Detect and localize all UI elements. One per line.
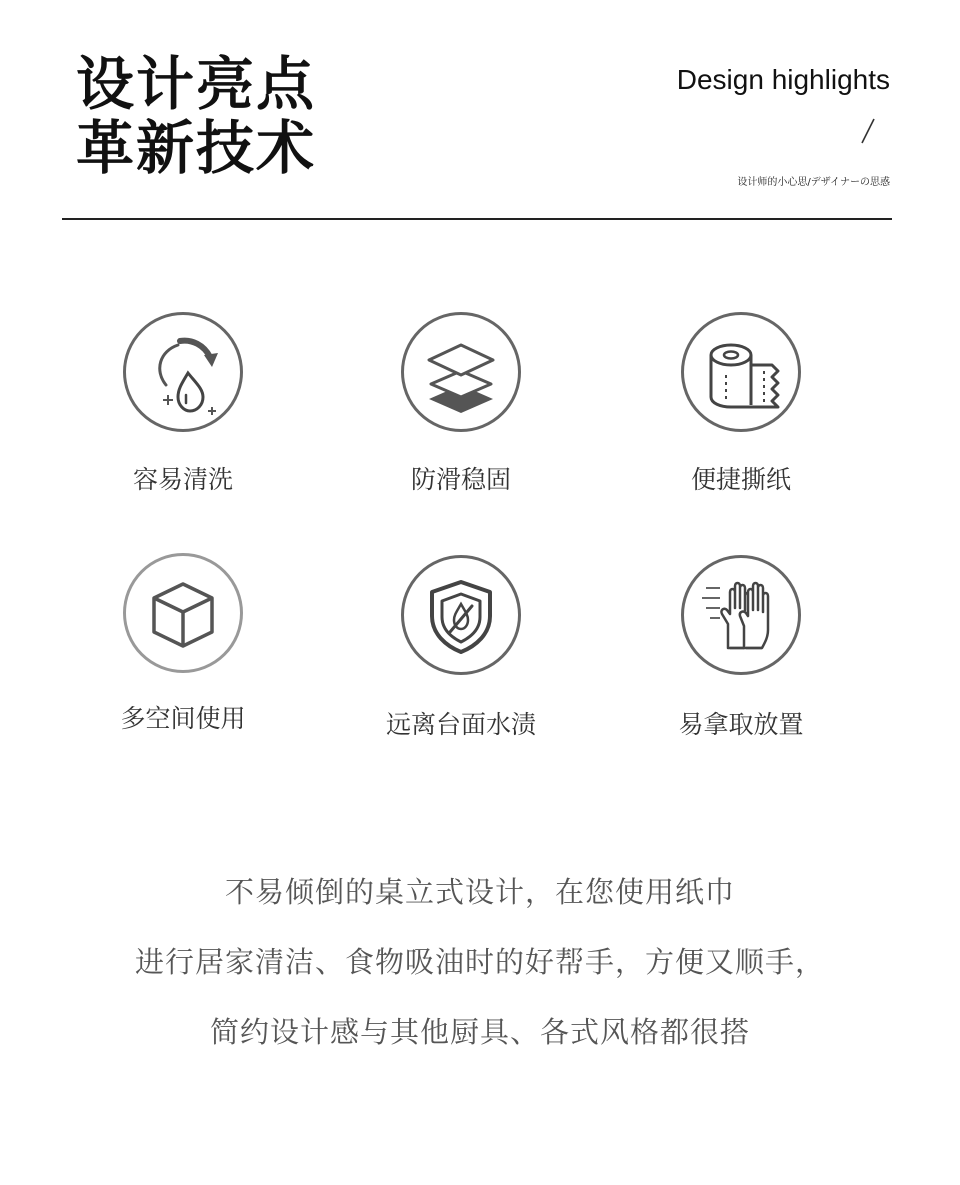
feature-easy-clean	[73, 312, 293, 496]
feature-icon-circle	[681, 555, 801, 675]
slash-divider	[860, 118, 876, 144]
feature-multi-space	[73, 553, 293, 735]
feature-icon-circle	[681, 312, 801, 432]
feature-easy-pick	[631, 555, 851, 741]
paper-roll-icon	[684, 315, 798, 429]
title-line-2: 革新技术	[76, 114, 317, 182]
feature-icon-circle	[401, 555, 521, 675]
feature-label: 便捷撕纸	[690, 465, 791, 494]
header-divider	[62, 218, 892, 220]
english-title: Design highlights	[676, 64, 890, 95]
feature-label: 多空间使用	[120, 704, 246, 733]
feature-label: 防滑稳固	[410, 465, 511, 494]
gloves-icon	[684, 558, 798, 672]
feature-label: 远离台面水渍	[385, 710, 536, 739]
description-line-3: 简约设计感与其他厨具、各式风格都很搭	[209, 1015, 750, 1049]
feature-water-resistant	[351, 555, 571, 741]
description-line-2: 进行居家清洁、食物吸油时的好帮手，方便又顺手，	[134, 945, 825, 979]
description-line-1: 不易倾倒的桌立式设计，在您使用纸巾	[224, 875, 735, 909]
title-line-1: 设计亮点	[76, 50, 317, 118]
feature-anti-slip	[351, 312, 571, 496]
cube-icon	[126, 556, 240, 670]
feature-label: 易拿取放置	[678, 710, 804, 739]
feature-icon-circle	[123, 312, 243, 432]
page-title	[76, 52, 316, 180]
feature-icon-circle	[123, 553, 243, 673]
feature-icon-circle	[401, 312, 521, 432]
water-drop-refresh-icon	[126, 315, 240, 429]
feature-label: 容易清洗	[132, 465, 233, 494]
layers-icon	[404, 315, 518, 429]
shield-no-water-icon	[404, 558, 518, 672]
subtitle: 设计师的小心思/デザイナーの思惑	[737, 177, 890, 188]
feature-easy-tear	[631, 312, 851, 496]
